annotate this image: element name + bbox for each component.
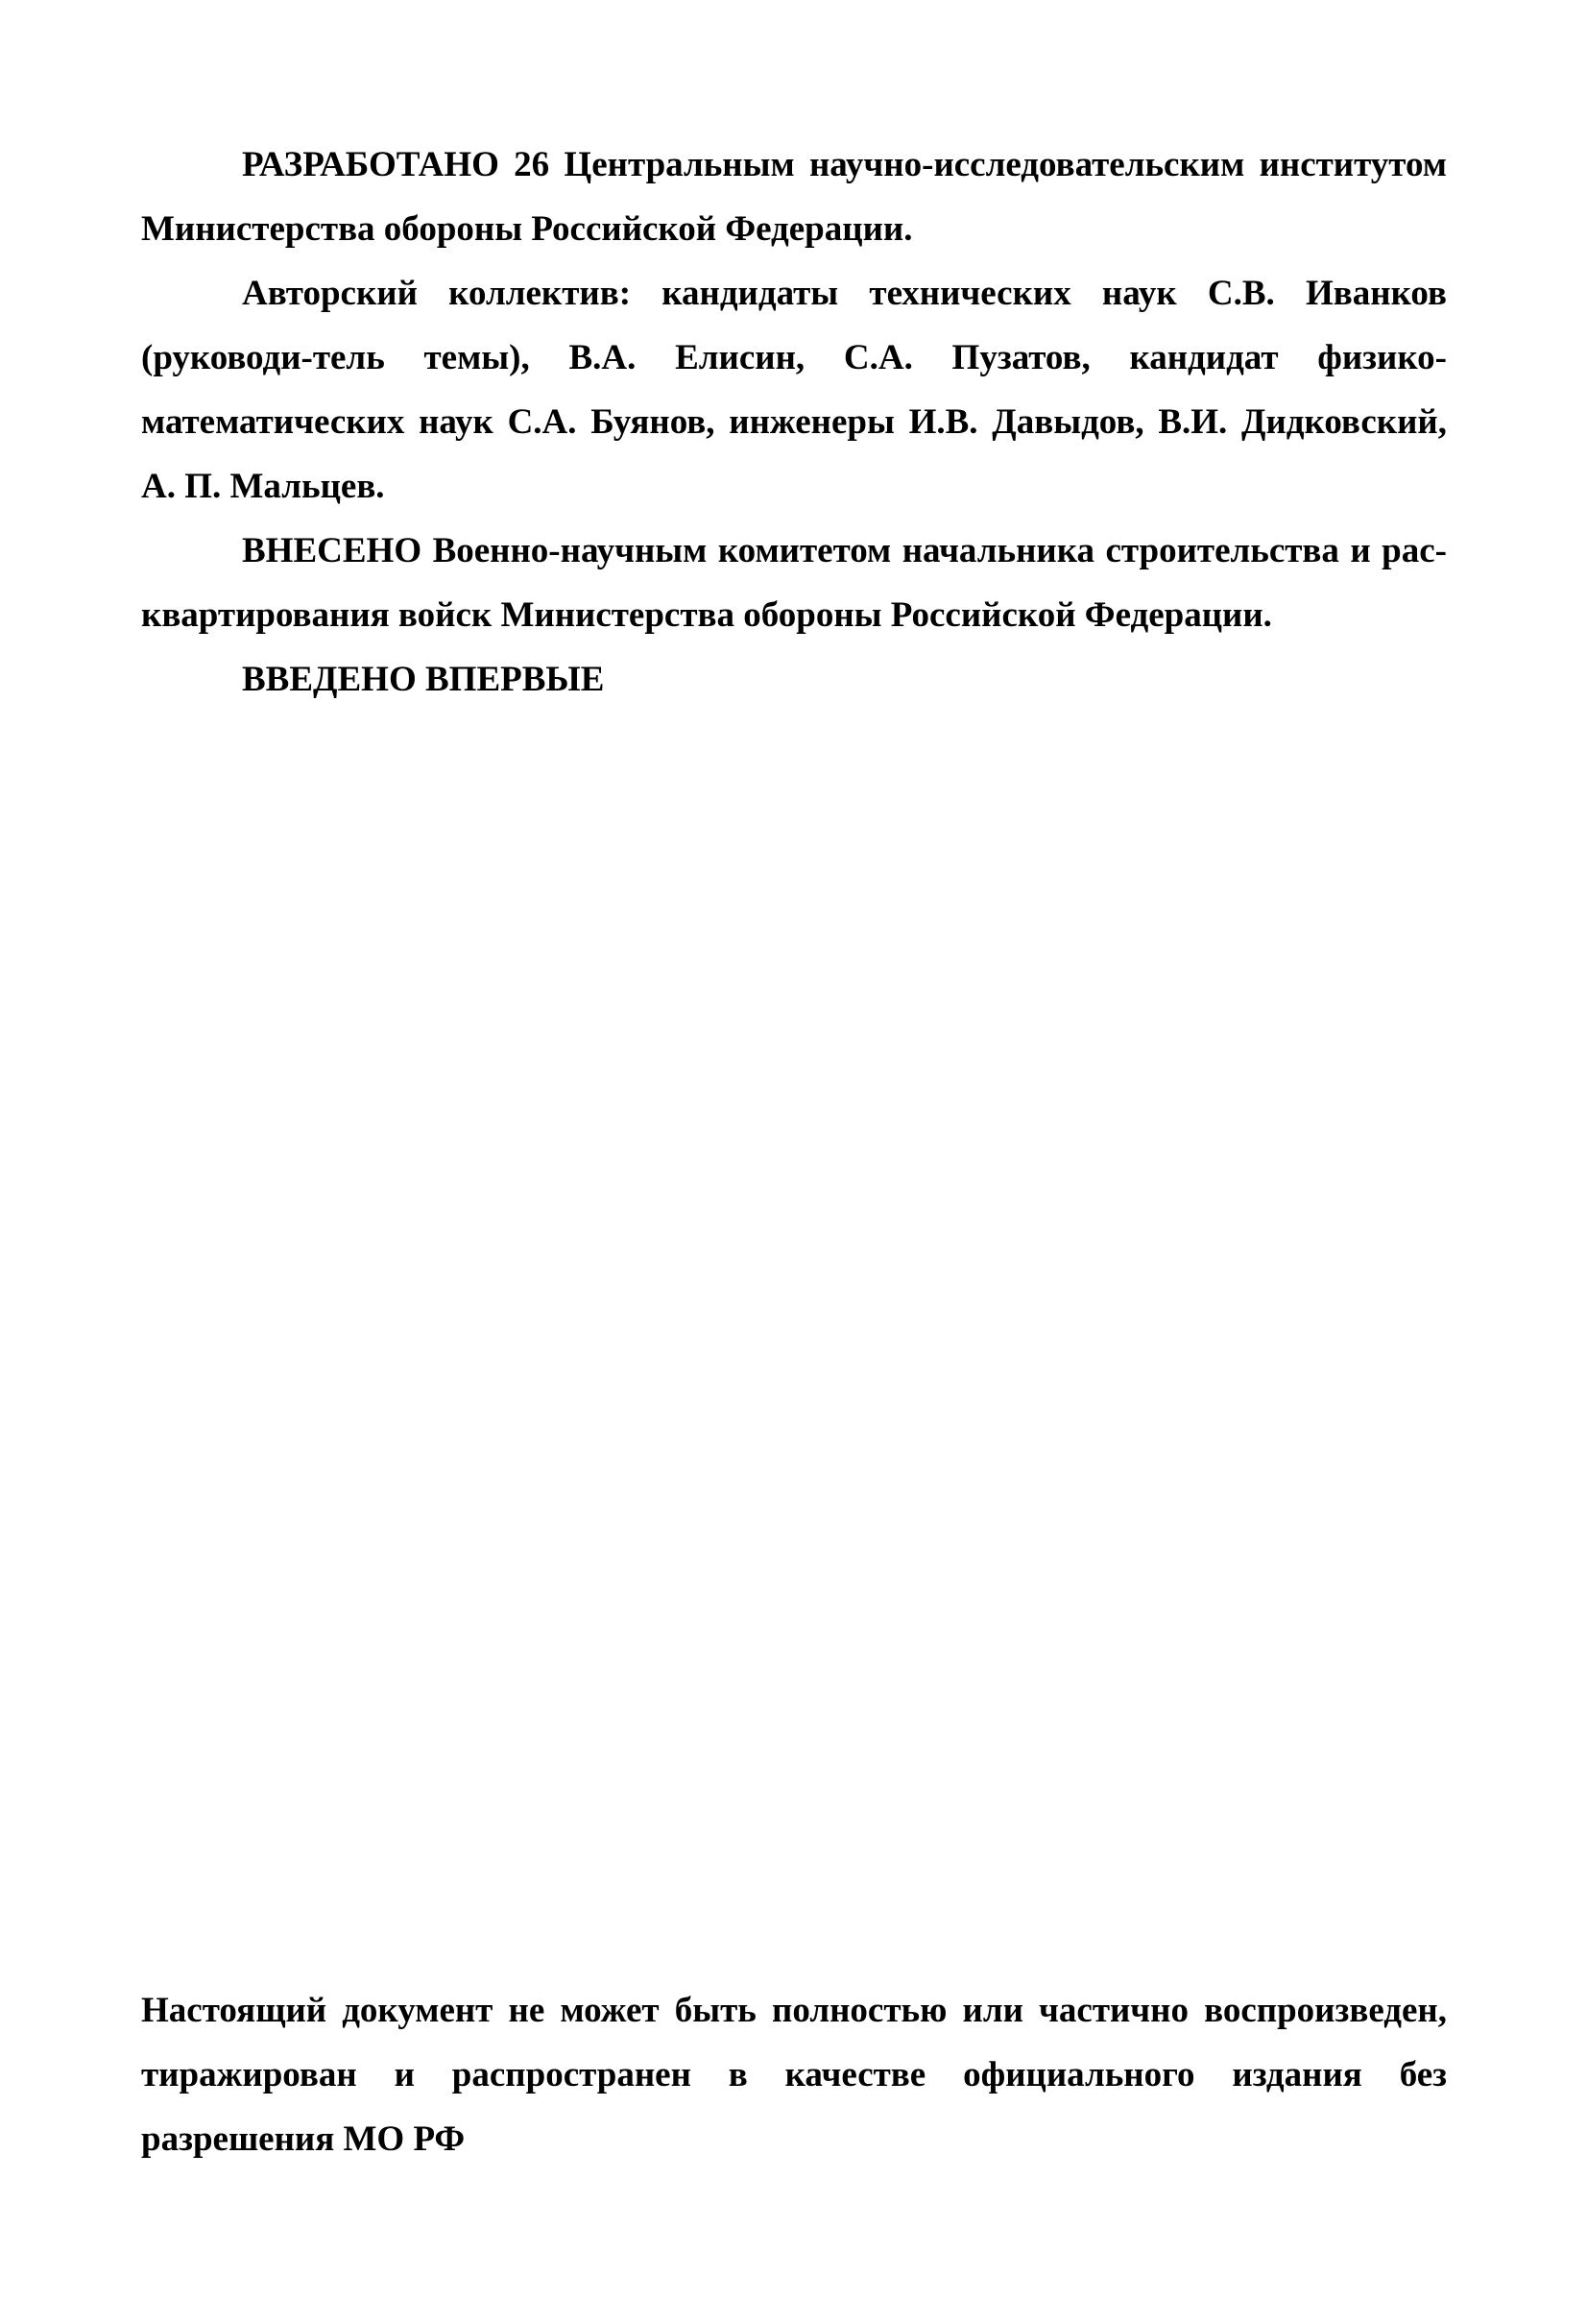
introduced-by-paragraph: ВНЕСЕНО Военно-научным комитетом начальника строительства и рас-квартирования войск Министерства обороны Российской Федерации. <box>141 531 1447 635</box>
authors-paragraph: Авторский коллектив: кандидаты технических наук С.В. Иванков (руководи-тель темы), В.А. Елисин, С.А. Пузатов, кандидат физико-математических наук С.А. Буянов, инженеры И.В. Давыдов, В.И. Дидковский, А. П. Мальцев. <box>141 274 1447 506</box>
copyright-block <box>141 1978 1447 2171</box>
introduced-first-paragraph: ВВЕДЕНО ВПЕРВЫЕ <box>242 660 605 699</box>
developed-paragraph: РАЗРАБОТАНО 26 Центральным научно-исследовательским институтом Министерства обороны Российской Федерации. <box>141 145 1447 249</box>
front-matter <box>141 133 1447 712</box>
copyright-notice: Настоящий документ не может быть полностью или частично воспроизведен, тиражирован и распространен в качестве официального издания без разрешения МО РФ <box>141 1991 1447 2159</box>
